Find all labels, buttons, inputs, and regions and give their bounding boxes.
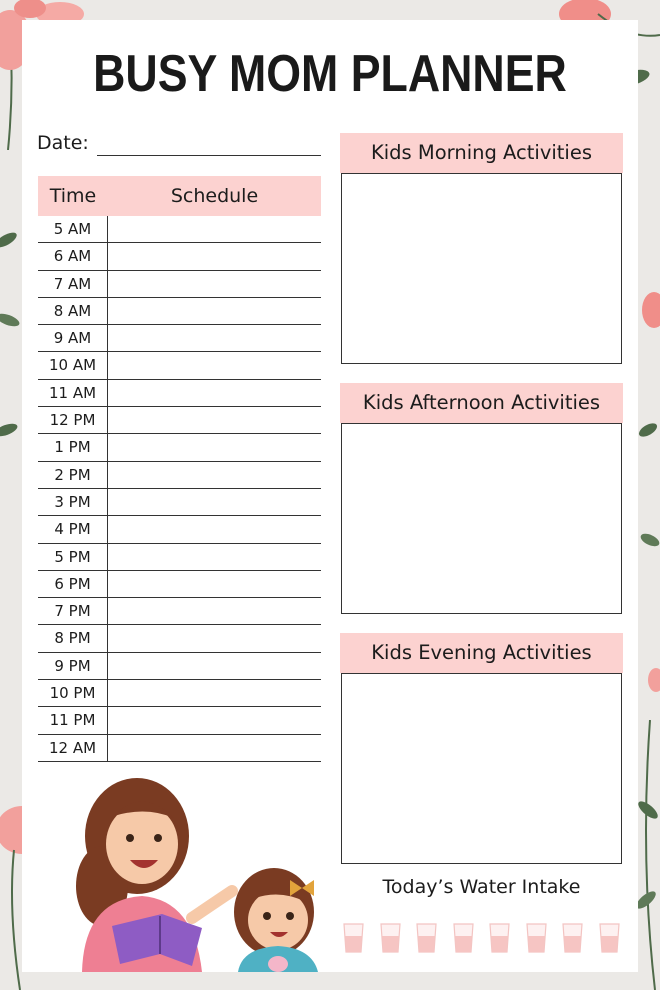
schedule-entry-cell[interactable] xyxy=(108,325,321,351)
schedule-column-header: Schedule xyxy=(170,185,259,207)
schedule-table xyxy=(38,176,321,762)
schedule-entry-cell[interactable] xyxy=(108,434,321,460)
schedule-entry-cell[interactable] xyxy=(108,243,321,269)
afternoon-activities-box[interactable] xyxy=(341,423,622,614)
schedule-time-label: 6 AM xyxy=(38,243,108,269)
schedule-time-label: 10 AM xyxy=(38,352,108,378)
planner-page xyxy=(22,20,638,972)
schedule-row xyxy=(38,462,321,489)
schedule-row xyxy=(38,325,321,352)
schedule-row xyxy=(38,271,321,298)
schedule-time-label: 11 PM xyxy=(38,707,108,733)
schedule-time-label: 9 AM xyxy=(38,325,108,351)
schedule-row xyxy=(38,735,321,762)
schedule-entry-cell[interactable] xyxy=(108,216,321,242)
schedule-entry-cell[interactable] xyxy=(108,735,321,761)
schedule-entry-cell[interactable] xyxy=(108,625,321,651)
schedule-row xyxy=(38,571,321,598)
schedule-entry-cell[interactable] xyxy=(108,571,321,597)
schedule-row xyxy=(38,298,321,325)
morning-activities-header: Kids Morning Activities xyxy=(340,133,623,173)
schedule-entry-cell[interactable] xyxy=(108,407,321,433)
schedule-row xyxy=(38,625,321,652)
schedule-row xyxy=(38,407,321,434)
schedule-time-label: 6 PM xyxy=(38,571,108,597)
water-glass-icon[interactable] xyxy=(598,922,621,954)
schedule-row xyxy=(38,380,321,407)
schedule-row xyxy=(38,243,321,270)
mother-daughter-illustration xyxy=(42,776,342,972)
schedule-time-label: 5 AM xyxy=(38,216,108,242)
right-flower-decoration xyxy=(638,280,660,700)
schedule-entry-cell[interactable] xyxy=(108,544,321,570)
schedule-time-label: 7 PM xyxy=(38,598,108,624)
water-glass-icon[interactable] xyxy=(342,922,365,954)
left-leaves-decoration xyxy=(0,200,24,460)
schedule-header-row xyxy=(38,176,321,216)
schedule-time-label: 9 PM xyxy=(38,653,108,679)
water-glass-icon[interactable] xyxy=(379,922,402,954)
water-intake-title: Today’s Water Intake xyxy=(382,876,581,898)
evening-activities-header: Kids Evening Activities xyxy=(340,633,623,673)
schedule-time-label: 10 PM xyxy=(38,680,108,706)
schedule-row xyxy=(38,598,321,625)
schedule-row xyxy=(38,516,321,543)
schedule-entry-cell[interactable] xyxy=(108,380,321,406)
schedule-entry-cell[interactable] xyxy=(108,707,321,733)
water-glass-icon[interactable] xyxy=(415,922,438,954)
date-label: Date: xyxy=(37,132,89,154)
water-glass-icon[interactable] xyxy=(525,922,548,954)
schedule-rows xyxy=(38,216,321,762)
schedule-row xyxy=(38,707,321,734)
schedule-entry-cell[interactable] xyxy=(108,489,321,515)
schedule-time-label: 12 AM xyxy=(38,735,108,761)
schedule-entry-cell[interactable] xyxy=(108,352,321,378)
schedule-time-label: 12 PM xyxy=(38,407,108,433)
schedule-row xyxy=(38,653,321,680)
morning-activities-box[interactable] xyxy=(341,173,622,364)
schedule-row xyxy=(38,544,321,571)
schedule-row xyxy=(38,489,321,516)
time-column-header: Time xyxy=(49,185,97,207)
schedule-time-label: 8 AM xyxy=(38,298,108,324)
water-glass-icon[interactable] xyxy=(488,922,511,954)
schedule-time-label: 7 AM xyxy=(38,271,108,297)
schedule-time-label: 11 AM xyxy=(38,380,108,406)
water-glass-icon[interactable] xyxy=(452,922,475,954)
schedule-entry-cell[interactable] xyxy=(108,653,321,679)
schedule-time-label: 5 PM xyxy=(38,544,108,570)
schedule-row xyxy=(38,352,321,379)
planner-title: BUSY MOM PLANNER xyxy=(93,45,567,103)
schedule-row xyxy=(38,216,321,243)
schedule-entry-cell[interactable] xyxy=(108,598,321,624)
morning-activities-section xyxy=(340,133,623,364)
schedule-time-label: 3 PM xyxy=(38,489,108,515)
schedule-time-label: 1 PM xyxy=(38,434,108,460)
schedule-entry-cell[interactable] xyxy=(108,516,321,542)
schedule-row xyxy=(38,680,321,707)
evening-activities-box[interactable] xyxy=(341,673,622,864)
water-glass-icon[interactable] xyxy=(561,922,584,954)
schedule-entry-cell[interactable] xyxy=(108,680,321,706)
afternoon-activities-header: Kids Afternoon Activities xyxy=(340,383,623,423)
schedule-entry-cell[interactable] xyxy=(108,271,321,297)
water-glasses xyxy=(340,922,623,954)
schedule-entry-cell[interactable] xyxy=(108,298,321,324)
afternoon-activities-section xyxy=(340,383,623,614)
schedule-time-label: 8 PM xyxy=(38,625,108,651)
date-line[interactable] xyxy=(97,155,321,156)
evening-activities-section xyxy=(340,633,623,864)
date-field[interactable] xyxy=(37,130,321,158)
schedule-entry-cell[interactable] xyxy=(108,462,321,488)
schedule-time-label: 2 PM xyxy=(38,462,108,488)
schedule-time-label: 4 PM xyxy=(38,516,108,542)
schedule-row xyxy=(38,434,321,461)
